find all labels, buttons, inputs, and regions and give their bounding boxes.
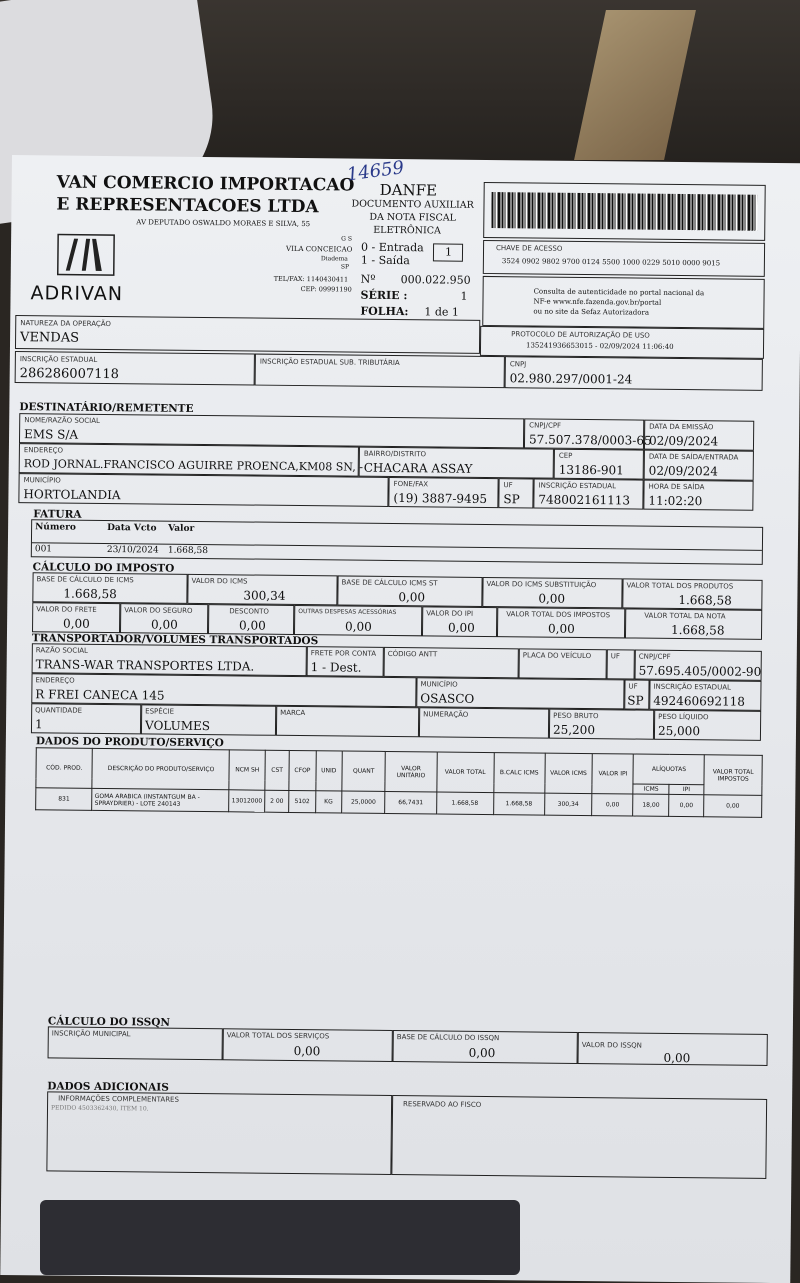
produtos-header-cell: NCM SH <box>229 750 265 790</box>
chave-box <box>483 240 765 277</box>
fatura-header-valor: Valor <box>168 523 195 534</box>
dest-bairro: CHACARA ASSAY <box>363 460 473 476</box>
transp-numeracao-label: NUMERAÇÃO <box>423 710 469 719</box>
transp-uf2-label: UF <box>628 682 638 691</box>
fatura-header-numero: Número <box>35 522 76 533</box>
danfe-saida: 1 - Saída <box>360 253 410 268</box>
fatura-valor: 1.668,58 <box>167 545 208 557</box>
produtos-cell: 18,00 <box>633 794 669 816</box>
dest-emissao: 02/09/2024 <box>648 433 719 449</box>
transp-pbruto-box <box>549 709 654 740</box>
produtos-header-cell: DESCRIÇÃO DO PRODUTO/SERVIÇO <box>92 748 229 789</box>
produtos-cell: 1.668,58 <box>436 792 493 815</box>
issqn-im-label: INSCRIÇÃO MUNICIPAL <box>51 1029 131 1039</box>
natureza-value: VENDAS <box>20 330 80 346</box>
danfe-tipo: 1 <box>444 245 453 259</box>
transp-pliq-box <box>654 710 761 741</box>
dest-municipio-label: MUNICÍPIO <box>23 476 61 485</box>
transp-ie-label: INSCRIÇÃO ESTADUAL <box>653 682 731 692</box>
dest-cep: 13186-901 <box>558 462 624 478</box>
transp-especie-box <box>141 704 276 735</box>
imposto-desconto-label: DESCONTO <box>229 607 269 616</box>
danfe-serie-label: SÉRIE : <box>360 288 408 303</box>
fatura-vcto: 23/10/2024 <box>106 545 159 556</box>
dest-ie-box <box>533 478 643 509</box>
issqn-bc: 0,00 <box>468 1045 496 1061</box>
protocolo-value: 135241936653015 - 02/09/2024 11:06:40 <box>525 341 674 351</box>
transp-razao-box <box>32 643 307 676</box>
imposto-seguro-box <box>120 603 208 634</box>
danfe-tipo-box <box>433 243 463 261</box>
emitente-nome-line1: VAN COMERCIO IMPORTACAO <box>56 172 355 196</box>
transp-placa-label: PLACA DO VEÍCULO <box>522 651 592 661</box>
natureza-label: NATUREZA DA OPERAÇÃO <box>20 319 112 329</box>
ie-label: INSCRIÇÃO ESTADUAL <box>19 355 98 364</box>
imposto-frete: 0,00 <box>63 616 90 631</box>
produtos-aliq-icms-header: ICMS <box>633 784 669 794</box>
transp-marca-label: MARCA <box>280 708 306 718</box>
imposto-bc-st: 0,00 <box>398 590 426 605</box>
transp-pliq-label: PESO LÍQUIDO <box>658 712 709 722</box>
issqn-v-box <box>578 1032 768 1066</box>
transp-razao: TRANS-WAR TRANSPORTES LTDA. <box>35 657 255 674</box>
emitente-nome-line2: E REPRESENTACOES LTDA <box>56 194 319 218</box>
cnpj-value: 02.980.297/0001-24 <box>509 371 633 387</box>
transp-pbruto-label: PESO BRUTO <box>553 711 599 721</box>
handwritten-number: 14659 <box>345 157 406 186</box>
transp-cnpj-label: CNPJ/CPF <box>638 652 671 661</box>
transp-qtd: 1 <box>34 717 43 732</box>
imposto-outras-label: OUTRAS DESPESAS ACESSÓRIAS <box>298 608 397 617</box>
fatura-header-vcto: Data Vcto <box>107 523 157 534</box>
danfe-folha: 1 de 1 <box>424 305 459 319</box>
imposto-desconto-box <box>208 604 294 635</box>
transp-numeracao-box <box>419 707 549 738</box>
danfe-sub3: ELETRÔNICA <box>373 224 441 237</box>
chave-label: CHAVE DE ACESSO <box>496 244 563 253</box>
dest-ie-label: INSCRIÇÃO ESTADUAL <box>538 481 617 491</box>
transp-pbruto: 25,200 <box>552 722 596 738</box>
dest-cnpj-label: CNPJ/CPF <box>529 421 562 430</box>
imposto-v-icms-box <box>187 574 337 606</box>
emitente-cidade: Diadema <box>320 255 348 263</box>
produtos-table <box>35 747 763 818</box>
produtos-header-cell: CFOP <box>289 750 316 790</box>
issqn-v-label: VALOR DO ISSQN <box>581 1041 642 1050</box>
adrivan-logo-text: ADRIVAN <box>30 282 124 306</box>
dest-bairro-label: BAIRRO/DISTRITO <box>363 449 427 459</box>
danfe-title: DANFE <box>379 180 438 200</box>
dest-fone-label: FONE/FAX <box>393 480 429 489</box>
dest-fone: (19) 3887-9495 <box>393 491 488 506</box>
transp-uf2: SP <box>627 693 644 708</box>
produtos-cell: 13012000 <box>229 790 265 812</box>
transp-pliq: 25,000 <box>657 723 701 739</box>
transp-uf-label: UF <box>610 652 620 661</box>
ie-st-box <box>255 354 505 389</box>
imposto-section-title: CÁLCULO DO IMPOSTO <box>32 561 175 575</box>
dest-municipio-box <box>18 473 388 507</box>
issqn-bc-label: BASE DE CÁLCULO DO ISSQN <box>396 1033 500 1043</box>
consulta-line2: NF-e www.nfe.fazenda.gov.br/portal <box>533 297 662 307</box>
dest-saida-label: DATA DE SAÍDA/ENTRADA <box>648 452 739 462</box>
imposto-v-prod-label: VALOR TOTAL DOS PRODUTOS <box>626 581 734 591</box>
danfe-folha-label: FOLHA: <box>360 304 409 319</box>
danfe-serie: 1 <box>460 289 468 303</box>
danfe-numero-label: Nº <box>360 272 376 286</box>
danfe-entrada: 0 - Entrada <box>360 240 424 255</box>
dest-uf-box <box>498 478 533 508</box>
transp-endereco-label: ENDEREÇO <box>35 676 75 685</box>
emitente-tel: TEL/FAX: 1140430411 <box>273 274 349 284</box>
protocolo-label: PROTOCOLO DE AUTORIZAÇÃO DE USO <box>511 330 650 340</box>
dest-endereco: ROD JORNAL.FRANCISCO AGUIRRE PROENCA,KM08 SN, - <box>23 457 364 474</box>
imposto-v-trib-label: VALOR TOTAL DOS IMPOSTOS <box>506 610 611 620</box>
imposto-v-prod: 1.668,58 <box>678 593 732 608</box>
dest-uf: SP <box>503 492 520 507</box>
imposto-v-trib-box <box>497 607 625 638</box>
produtos-cell: 1.668,58 <box>493 793 544 816</box>
imposto-v-prod-box <box>622 578 762 609</box>
transp-qtd-box <box>31 703 141 734</box>
imposto-ipi-box <box>422 606 497 637</box>
dest-cnpj: 57.507.378/0003-65 <box>528 432 652 448</box>
imposto-v-nota-label: VALOR TOTAL DA NOTA <box>644 611 726 621</box>
fatura-numero: 001 <box>34 544 53 555</box>
transp-cnpj: 57.695.405/0002-90 <box>638 663 762 679</box>
chave-value: 3524 0902 9802 9700 0124 5500 1000 0229 5010 0000 9015 <box>501 257 721 268</box>
adicionais-info: PEDIDO 4503362430, ITEM 10. <box>50 1104 149 1113</box>
transp-frete: 1 - Dest. <box>310 660 362 675</box>
produtos-cell: 66,7431 <box>385 791 436 814</box>
transp-cnpj-box <box>635 650 762 681</box>
ie-value: 286286007118 <box>19 366 120 383</box>
dest-nome-label: NOME/RAZÃO SOCIAL <box>24 416 100 425</box>
transp-frete-label: FRETE POR CONTA <box>310 649 377 658</box>
dest-municipio: HORTOLANDIA <box>23 487 121 503</box>
imposto-v-nota-box <box>625 608 762 639</box>
produtos-header-cell: B.CALC ICMS <box>494 753 545 794</box>
imposto-frete-box <box>32 602 120 633</box>
produtos-header-cell: CÓD. PROD. <box>36 748 93 789</box>
transp-ie-box <box>649 680 761 711</box>
adicionais-fisco-label: RESERVADO AO FISCO <box>403 1100 482 1109</box>
cnpj-label: CNPJ <box>509 360 527 369</box>
adicionais-info-label: INFORMAÇÕES COMPLEMENTARES <box>58 1094 179 1104</box>
produtos-cell: 25,0000 <box>342 791 386 813</box>
imposto-ipi: 0,00 <box>448 620 475 635</box>
produtos-cell: 300,34 <box>544 793 592 815</box>
dest-hora-box <box>643 480 753 511</box>
transp-antt-label: CÓDIGO ANTT <box>387 649 438 659</box>
transp-uf-box <box>607 649 635 679</box>
imposto-v-icms-label: VALOR DO ICMS <box>191 576 248 586</box>
imposto-v-nota: 1.668,58 <box>670 622 725 638</box>
imposto-desconto: 0,00 <box>239 618 266 633</box>
dest-ie: 748002161113 <box>538 492 631 508</box>
issqn-v: 0,00 <box>663 1050 691 1066</box>
imposto-ipi-label: VALOR DO IPI <box>426 609 474 618</box>
imposto-seguro-label: VALOR DO SEGURO <box>124 606 193 615</box>
transp-antt-box <box>384 647 519 678</box>
transp-placa-box <box>519 648 607 679</box>
dest-uf-label: UF <box>503 481 513 490</box>
dest-nome: EMS S/A <box>24 427 79 442</box>
transp-municipio-box <box>416 677 624 709</box>
imposto-bc-st-label: BASE DE CÁLCULO ICMS ST <box>341 578 438 588</box>
produtos-header-row <box>36 748 762 786</box>
produtos-cell: 831 <box>36 788 93 811</box>
produtos-header-cell: VALOR IPI <box>592 754 634 794</box>
consulta-box <box>482 276 765 329</box>
dest-saida: 02/09/2024 <box>648 463 718 479</box>
transp-frete-box <box>307 646 384 677</box>
natureza-box <box>15 315 480 354</box>
produtos-header-cell: VALOR TOTAL IMPOSTOS <box>704 755 762 796</box>
produtos-header-cell: QUANT <box>342 751 386 791</box>
issqn-serv: 0,00 <box>293 1043 321 1059</box>
background-object <box>40 1200 520 1275</box>
emitente-gs: G S <box>341 235 352 243</box>
imposto-bc-icms-label: BASE DE CÁLCULO DE ICMS <box>36 575 134 585</box>
danfe-numero: 000.022.950 <box>400 273 471 287</box>
transp-especie-label: ESPÉCIE <box>145 707 175 716</box>
dest-endereco-label: ENDEREÇO <box>23 446 64 455</box>
imposto-frete-label: VALOR DO FRETE <box>36 605 97 614</box>
dest-cep-label: CEP <box>558 451 573 460</box>
produtos-aliq-ipi-header: IPI <box>669 784 704 794</box>
imposto-v-icms: 300,34 <box>243 588 286 603</box>
issqn-bc-box <box>393 1030 578 1064</box>
dest-saida-box <box>644 450 754 481</box>
dest-emissao-box <box>644 420 754 451</box>
dest-hora-label: HORA DE SAÍDA <box>648 482 705 492</box>
issqn-im-box <box>48 1026 223 1060</box>
dest-bairro-box <box>359 447 554 479</box>
emitente-uf: SP <box>340 263 350 271</box>
imposto-v-st: 0,00 <box>538 591 566 606</box>
danfe-sub2: DA NOTA FISCAL <box>369 211 457 224</box>
imposto-v-st-label: VALOR DO ICMS SUBSTITUIÇÃO <box>486 579 597 590</box>
adicionais-section-title: DADOS ADICIONAIS <box>47 1080 169 1094</box>
emitente-cep: CEP: 09991190 <box>300 285 352 294</box>
produtos-section-title: DADOS DO PRODUTO/SERVIÇO <box>35 735 224 750</box>
transp-endereco: R FREI CANECA 145 <box>35 687 165 703</box>
dest-endereco-box <box>19 443 364 477</box>
produtos-cell: 2 00 <box>265 790 289 812</box>
produtos-header-cell: VALOR TOTAL <box>436 752 494 793</box>
produtos-cell: KG <box>315 791 342 813</box>
adicionais-info-box <box>46 1091 392 1175</box>
imposto-v-st-box <box>482 577 622 608</box>
issqn-serv-box <box>223 1028 393 1062</box>
ie-st-label: INSCRIÇÃO ESTADUAL SUB. TRIBUTÁRIA <box>259 357 400 368</box>
imposto-v-trib: 0,00 <box>547 621 575 636</box>
issqn-serv-label: VALOR TOTAL DOS SERVIÇOS <box>226 1031 330 1041</box>
consulta-line1: Consulta de autenticidade no portal nacional da <box>533 287 705 298</box>
transp-section-title: TRANSPORTADOR/VOLUMES TRANSPORTADOS <box>31 632 319 648</box>
transp-ie: 492460692118 <box>653 693 746 709</box>
dest-fone-box <box>388 477 498 508</box>
produtos-header-cell: VALOR UNITÁRIO <box>385 751 437 792</box>
adrivan-logo-icon <box>56 230 116 279</box>
produtos-cell: 0,00 <box>592 794 633 816</box>
transp-qtd-label: QUANTIDADE <box>35 706 83 715</box>
dest-section-title: DESTINATÁRIO/REMETENTE <box>19 401 194 415</box>
transp-uf2-box <box>624 679 649 709</box>
ie-box <box>15 351 255 386</box>
produtos-header-cell: VALOR ICMS <box>544 753 592 793</box>
transp-municipio-label: MUNICÍPIO <box>420 680 458 689</box>
dest-emissao-label: DATA DA EMISSÃO <box>649 422 714 432</box>
imposto-outras: 0,00 <box>345 619 372 634</box>
emitente-block <box>15 160 357 314</box>
produtos-cell: GOMA ARABICA (INSTANTGUM BA - SPRAYDRIER) - LOTE 240143 <box>92 788 229 811</box>
produtos-header-cell: ALÍQUOTAS <box>633 754 704 785</box>
dest-cnpj-box <box>524 418 652 449</box>
consulta-line3: ou no site da Sefaz Autorizadora <box>533 307 650 317</box>
produtos-cell: 0,00 <box>669 794 704 816</box>
emitente-endereco: AV DEPUTADO OSWALDO MORAES E SILVA, 55 <box>136 218 311 229</box>
issqn-section-title: CÁLCULO DO ISSQN <box>47 1015 171 1029</box>
protocolo-box <box>480 326 764 359</box>
danfe-sub1: DOCUMENTO AUXILIAR <box>351 198 474 211</box>
imposto-seguro: 0,00 <box>151 617 178 632</box>
danfe-block <box>350 181 482 327</box>
imposto-outras-box <box>294 605 422 636</box>
produtos-cell: 0,00 <box>704 795 762 818</box>
produtos-cell: 5102 <box>289 790 316 812</box>
produtos-header-cell: UNID <box>315 751 342 791</box>
transp-municipio: OSASCO <box>420 691 475 706</box>
dest-hora: 11:02:20 <box>648 493 703 509</box>
transp-marca-box <box>276 706 419 737</box>
cnpj-box <box>505 356 763 391</box>
adicionais-fisco-box <box>391 1095 767 1179</box>
fatura-section-title: FATURA <box>33 508 82 521</box>
produtos-header-cell: CST <box>265 750 290 790</box>
transp-endereco-box <box>31 673 416 707</box>
imposto-bc-icms-box <box>32 572 187 604</box>
danfe-document <box>0 155 800 1283</box>
transp-razao-label: RAZÃO SOCIAL <box>35 646 89 655</box>
imposto-bc-st-box <box>337 575 482 607</box>
transp-especie: VOLUMES <box>144 718 211 734</box>
fatura-box <box>31 519 763 565</box>
barcode-icon <box>491 192 757 231</box>
imposto-bc-icms: 1.668,58 <box>63 586 117 602</box>
emitente-bairro: VILA CONCEICAO <box>285 244 353 254</box>
dest-cep-box <box>554 449 644 480</box>
